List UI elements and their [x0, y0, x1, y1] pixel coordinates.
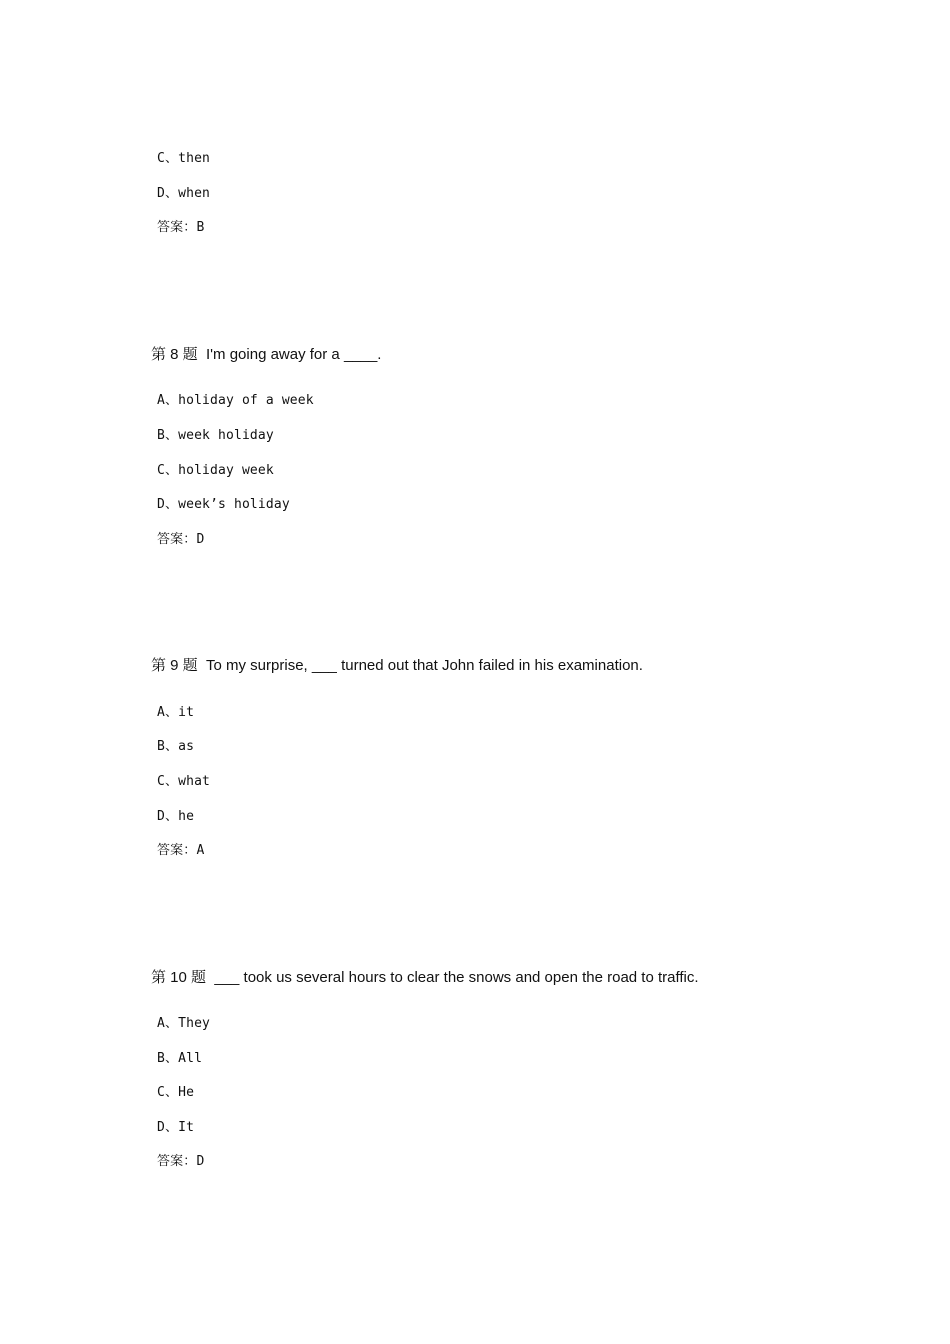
option-b: B、week holiday	[157, 428, 274, 443]
answer-line: 答案：A	[157, 843, 205, 858]
option-c: C、what	[157, 774, 211, 789]
option-a: A、it	[157, 705, 195, 720]
option-a: A、They	[157, 1016, 211, 1031]
answer-line: 答案：D	[157, 532, 205, 547]
question-title: 第 10 题 ___ took us several hours to clear the snows and open the road to traffic.	[151, 969, 699, 986]
answer-line: 答案：D	[157, 1154, 205, 1169]
option-c: C、He	[157, 1085, 195, 1100]
question-title: 第 9 题 To my surprise, ___ turned out that John failed in his examination.	[151, 657, 643, 674]
option-a: A、holiday of a week	[157, 393, 314, 408]
answer-line: 答案：B	[157, 220, 205, 235]
option-b: B、as	[157, 739, 195, 754]
option-d: D、It	[157, 1120, 195, 1135]
option-c: C、holiday week	[157, 463, 274, 478]
option-c: C、then	[157, 151, 211, 166]
option-d: D、when	[157, 186, 211, 201]
option-d: D、he	[157, 809, 195, 824]
option-d: D、week’s holiday	[157, 497, 290, 512]
option-b: B、All	[157, 1051, 203, 1066]
question-title: 第 8 题 I'm going away for a ____.	[151, 346, 382, 363]
